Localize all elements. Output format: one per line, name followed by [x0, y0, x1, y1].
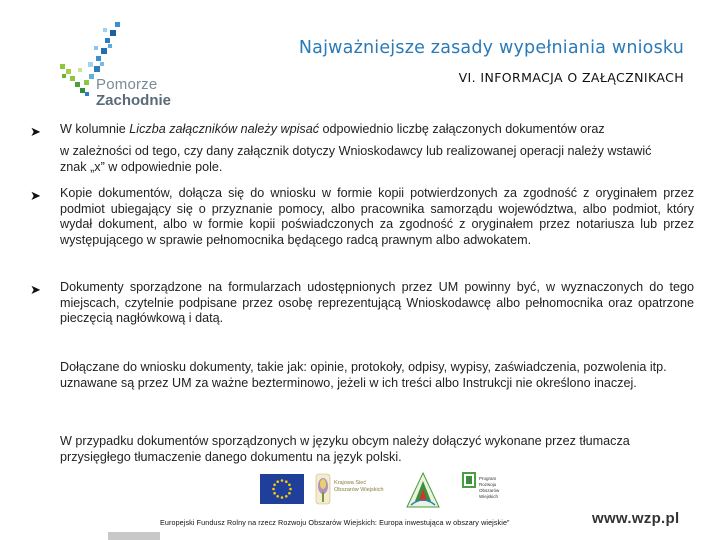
logo-line2: Zachodnie	[96, 92, 172, 109]
ksow-logo	[312, 470, 386, 510]
svg-text:Krajowa Sieć: Krajowa Sieć	[334, 480, 367, 486]
svg-text:Obszarów: Obszarów	[479, 488, 500, 493]
prow-logo	[460, 470, 516, 514]
footer-grey-bar	[108, 532, 160, 540]
bullet-paragraph-3: Dokumenty sporządzone na formularzach udostępnionych przez UM powinny być, w wyznaczonych do tego miejscach, czytelnie podpisane przez osobę reprezentującą Wnioskodawcę albo pełnomocnika oraz opatrzone pieczęcią nagłówkową i datą.	[60, 280, 694, 325]
arrow-bullet-icon: ➤	[30, 124, 41, 139]
svg-text:Wiejskich: Wiejskich	[479, 494, 499, 499]
svg-text:Program: Program	[479, 476, 497, 481]
eu-flag-icon	[260, 474, 304, 504]
arrow-bullet-icon: ➤	[30, 188, 41, 203]
bullet-paragraph-1	[60, 122, 700, 138]
bullet-1-italic: Liczba załączników należy wpisać	[129, 122, 319, 136]
footer-funding-text: Europejski Fundusz Rolny na rzecz Rozwoju Obszarów Wiejskich: Europa inwestująca w obszary wiejskie”	[160, 518, 510, 527]
leader-emblem-icon	[405, 471, 441, 509]
bullet-1-pre: W kolumnie	[60, 122, 130, 136]
bullet-1-post: odpowiednio liczbę załączonych dokumentów oraz	[319, 122, 605, 136]
svg-text:Rozwoju: Rozwoju	[479, 482, 497, 487]
bullet-paragraph-2: Kopie dokumentów, dołącza się do wniosku w formie kopii potwierdzonych za zgodność z oryginałem przez podmiot ubiegający się o przyznanie pomocy, albo pracownika samorządu województwa, albo podmiot, który wydał dokument, albo w formie kopii poświadczonych za zgodność z oryginałem przez notariusza lub przez występującego w sprawie pełnomocnika będącego radcą prawnym albo adwokatem.	[60, 186, 694, 247]
section-subtitle: VI. INFORMACJA O ZAŁĄCZNIKACH	[458, 70, 684, 85]
bullet-1-continuation: w zależności od tego, czy dany załącznik dotyczy Wnioskodawcy lub realizowanej operacji należy wstawić znak „x” w odpowiednie pole.	[60, 144, 652, 174]
page-title: Najważniejsze zasady wypełniania wniosku	[298, 38, 684, 58]
svg-text:Obszarów Wiejskich: Obszarów Wiejskich	[334, 487, 384, 493]
logo-line1: Pomorze	[96, 76, 158, 93]
logo-wordmark	[96, 77, 171, 108]
info-paragraph-2: W przypadku dokumentów sporządzonych w języku obcym należy dołączyć wykonane przez tłumacza przysięgłego tłumaczenie danego dokumentu na język polski.	[60, 434, 630, 464]
info-paragraph-1: Dołączane do wniosku dokumenty, takie jak: opinie, protokoły, odpisy, wypisy, zaświadczenia, pozwolenia itp. uznawane są przez UM za ważne bezterminowo, jeżeli w ich treści albo Instrukcji nie określono inaczej.	[60, 360, 667, 390]
arrow-bullet-icon: ➤	[30, 282, 41, 297]
website-link[interactable]: www.wzp.pl	[592, 510, 680, 527]
